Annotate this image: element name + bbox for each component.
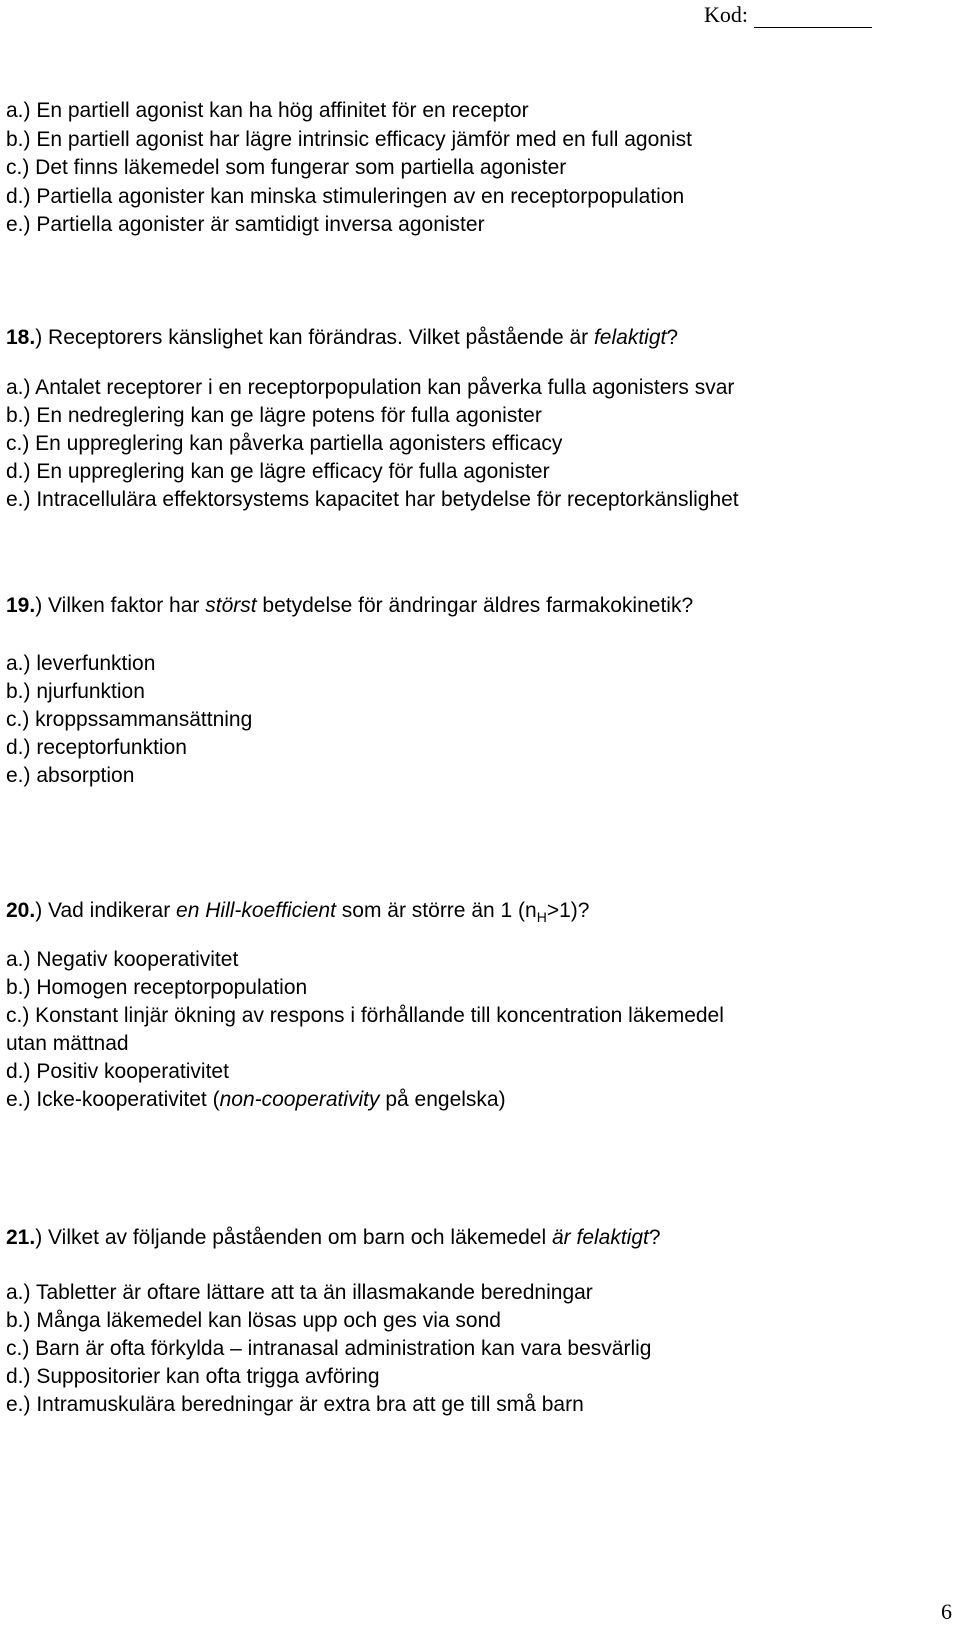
q17-option-d: d.) Partiella agonister kan minska stimuleringen av en receptorpopulation	[6, 185, 685, 208]
q18-option-c: c.) En uppreglering kan påverka partiella agonisters efficacy	[6, 432, 563, 455]
q18-option-a: a.) Antalet receptorer i en receptorpopulation kan påverka fulla agonisters svar	[6, 376, 735, 399]
q21-option-e: e.) Intramuskulära beredningar är extra bra att ge till små barn	[6, 1393, 584, 1416]
q18-option-d: d.) En uppreglering kan ge lägre efficacy för fulla agonister	[6, 460, 550, 483]
q19-text: ) Vilken faktor har	[35, 594, 206, 617]
q17-option-c: c.) Det finns läkemedel som fungerar som partiella agonister	[6, 156, 567, 179]
q20-emphasis: en Hill-koefficient	[176, 899, 336, 922]
q20-text-mid: som är större än 1 (n	[335, 899, 537, 922]
kod-label: Kod:	[704, 2, 748, 27]
page-number: 6	[941, 1599, 952, 1624]
q20-option-e-text: e.) Icke-kooperativitet (	[6, 1088, 220, 1111]
q20-option-a: a.) Negativ kooperativitet	[6, 948, 239, 971]
q18-text: ) Receptorers känslighet kan förändras. Vilket påstående är	[35, 326, 594, 349]
q19-option-e: e.) absorption	[6, 764, 135, 787]
q17-option-e: e.) Partiella agonister är samtidigt inversa agonister	[6, 213, 485, 236]
q18-text-end: ?	[666, 326, 679, 349]
q20-option-c-cont: utan mättnad	[6, 1032, 129, 1055]
q19-number: 19.	[6, 594, 36, 617]
q21-option-a: a.) Tabletter är oftare lättare att ta än illasmakande beredningar	[6, 1281, 593, 1304]
q17-option-b: b.) En partiell agonist har lägre intrinsic efficacy jämför med en full agonist	[6, 128, 692, 151]
q21-option-d: d.) Suppositorier kan ofta trigga avföring	[6, 1365, 380, 1388]
q21-text-end: ?	[648, 1226, 661, 1249]
q19-text-end: betydelse för ändringar äldres farmakokinetik?	[256, 594, 694, 617]
q20-option-e	[6, 1087, 506, 1113]
q17-option-a: a.) En partiell agonist kan ha hög affinitet för en receptor	[6, 99, 529, 122]
q20-subscript: H	[536, 909, 547, 926]
q19-question	[6, 593, 693, 619]
kod-field	[704, 2, 872, 28]
q20-number: 20.	[6, 899, 36, 922]
q20-text: ) Vad indikerar	[35, 899, 177, 922]
q20-option-e-text-end: på engelska)	[379, 1088, 506, 1111]
q20-option-d: d.) Positiv kooperativitet	[6, 1060, 229, 1083]
q20-option-e-emphasis: non-cooperativity	[219, 1088, 380, 1111]
q21-question	[6, 1225, 661, 1251]
q18-option-e: e.) Intracellulära effektorsystems kapacitet har betydelse för receptorkänslighet	[6, 488, 739, 511]
q21-option-b: b.) Många läkemedel kan lösas upp och ges via sond	[6, 1309, 501, 1332]
q21-option-c: c.) Barn är ofta förkylda – intranasal administration kan vara besvärlig	[6, 1337, 652, 1360]
q20-question	[6, 898, 589, 930]
q21-emphasis: är felaktigt	[551, 1226, 649, 1249]
q18-option-b: b.) En nedreglering kan ge lägre potens för fulla agonister	[6, 404, 542, 427]
q21-number: 21.	[6, 1226, 36, 1249]
q20-option-b: b.) Homogen receptorpopulation	[6, 976, 308, 999]
q19-option-a: a.) leverfunktion	[6, 652, 156, 675]
q18-emphasis: felaktigt	[593, 326, 667, 349]
q21-text: ) Vilket av följande påståenden om barn och läkemedel	[35, 1226, 552, 1249]
q18-question	[6, 325, 678, 351]
kod-blank-line	[754, 5, 872, 28]
q18-number: 18.	[6, 326, 36, 349]
q19-emphasis: störst	[205, 594, 257, 617]
q19-option-c: c.) kroppssammansättning	[6, 708, 253, 731]
q20-text-end: >1)?	[546, 899, 590, 922]
q20-option-c: c.) Konstant linjär ökning av respons i förhållande till koncentration läkemedel	[6, 1004, 724, 1027]
q19-option-d: d.) receptorfunktion	[6, 736, 187, 759]
q19-option-b: b.) njurfunktion	[6, 680, 145, 703]
